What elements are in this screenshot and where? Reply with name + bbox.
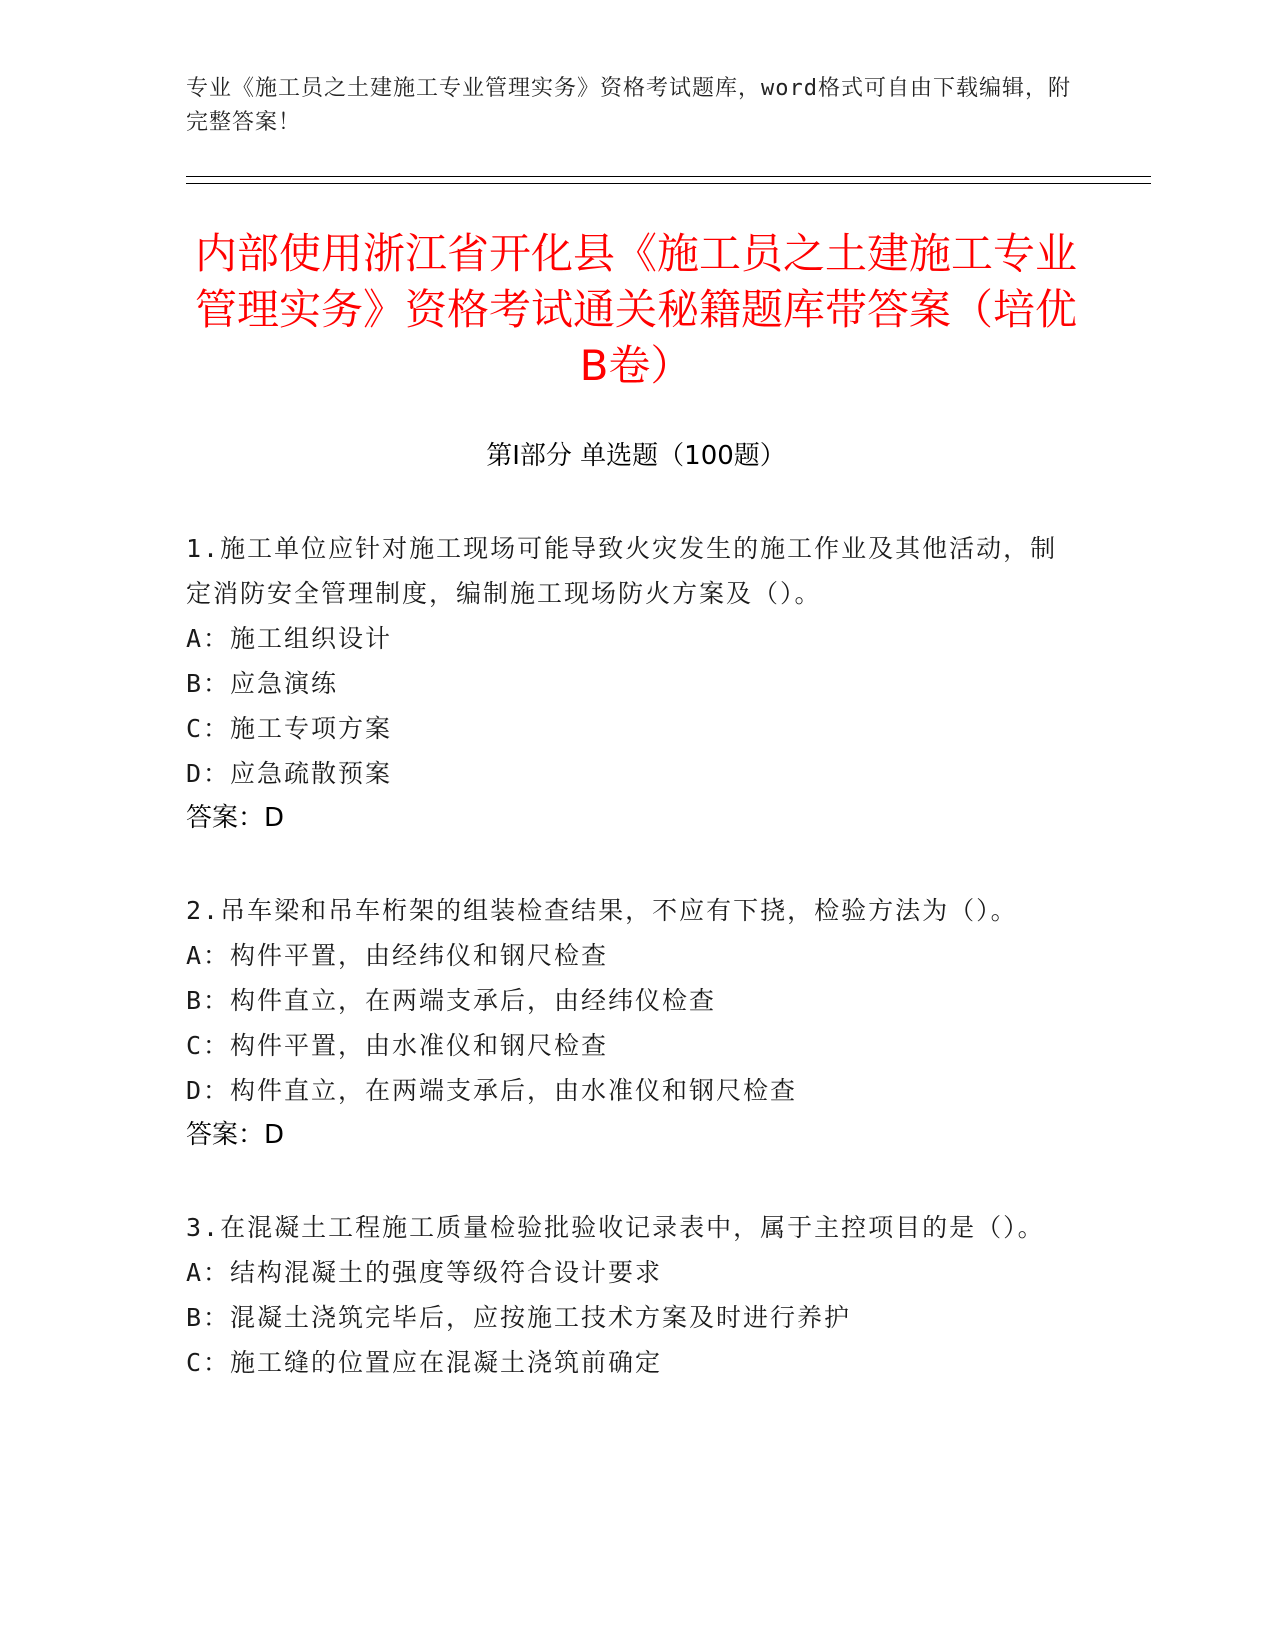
option-b: B：应急演练 xyxy=(186,669,339,698)
question-1 xyxy=(186,526,1066,841)
option-c: C：施工缝的位置应在混凝土浇筑前确定 xyxy=(186,1348,663,1377)
document-title: 内部使用浙江省开化县《施工员之土建施工专业管理实务》资格考试通关秘籍题库带答案（培优B卷） xyxy=(194,229,1077,390)
question-2 xyxy=(186,888,1066,1158)
option-c: C：施工专项方案 xyxy=(186,714,393,743)
answer: 答案：D xyxy=(186,1120,285,1150)
header-divider-bottom xyxy=(186,183,1151,184)
question-stem: 2.吊车梁和吊车桁架的组装检查结果，不应有下挠，检验方法为（）。 xyxy=(186,896,1018,925)
option-a: A：构件平置，由经纬仪和钢尺检查 xyxy=(186,941,609,970)
answer: 答案：D xyxy=(186,803,285,833)
section-title: 第Ⅰ部分 单选题（100题） xyxy=(486,441,786,471)
question-list xyxy=(186,526,1066,1432)
option-d: D：应急疏散预案 xyxy=(186,759,393,788)
question-stem: 1.施工单位应针对施工现场可能导致火灾发生的施工作业及其他活动，制定消防安全管理制度，编制施工现场防火方案及（）。 xyxy=(186,534,1058,608)
option-b: B：混凝土浇筑完毕后，应按施工技术方案及时进行养护 xyxy=(186,1303,852,1332)
option-c: C：构件平置，由水准仪和钢尺检查 xyxy=(186,1031,609,1060)
option-a: A：结构混凝土的强度等级符合设计要求 xyxy=(186,1258,663,1287)
option-d: D：构件直立，在两端支承后，由水准仪和钢尺检查 xyxy=(186,1076,798,1105)
question-3 xyxy=(186,1205,1066,1385)
question-stem: 3.在混凝土工程施工质量检验批验收记录表中，属于主控项目的是（）。 xyxy=(186,1213,1045,1242)
header-note: 专业《施工员之土建施工专业管理实务》资格考试题库，word格式可自由下载编辑，附完整答案！ xyxy=(186,76,1071,135)
option-a: A：施工组织设计 xyxy=(186,624,393,653)
option-b: B：构件直立，在两端支承后，由经纬仪检查 xyxy=(186,986,717,1015)
header-divider-top xyxy=(186,176,1151,177)
